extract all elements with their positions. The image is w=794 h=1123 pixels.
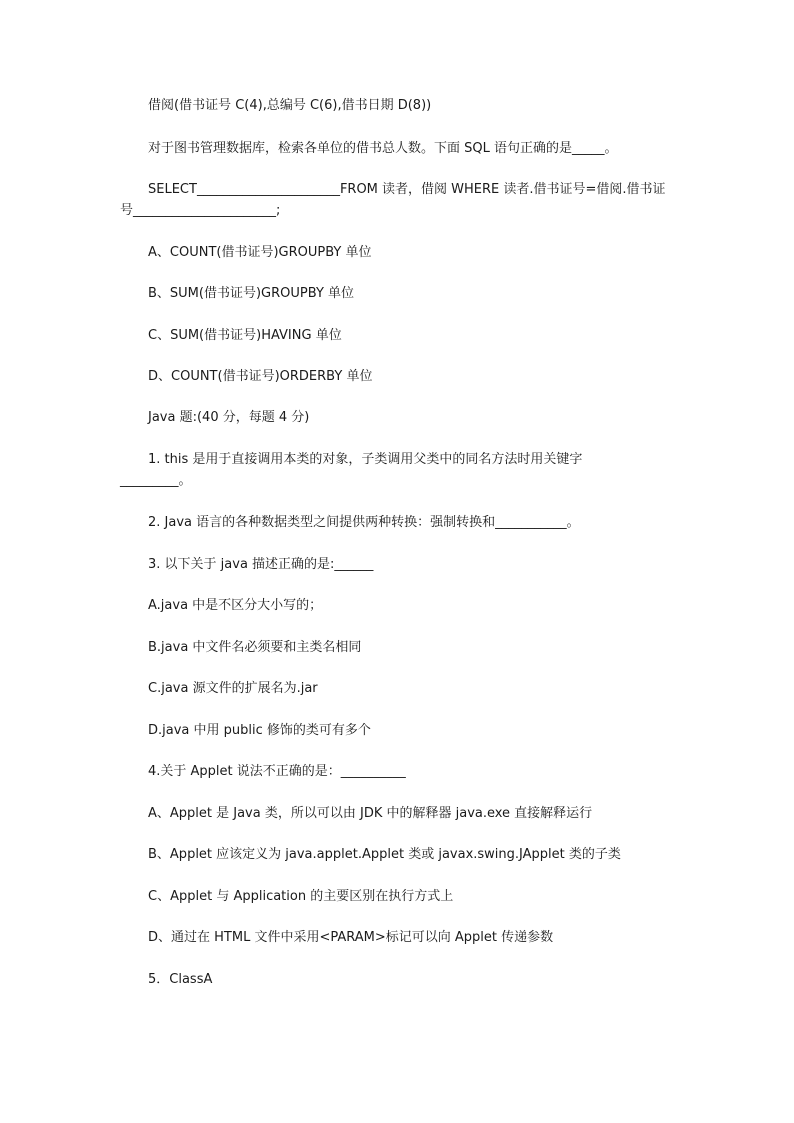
q4-option-a: A、Applet 是 Java 类，所以可以由 JDK 中的解释器 java.exe 直接解释运行 xyxy=(148,806,593,821)
question-1-continued: _________。 xyxy=(120,473,192,488)
question-4: 4.关于 Applet 说法不正确的是：__________ xyxy=(148,764,406,779)
question-2: 2. Java 语言的各种数据类型之间提供两种转换：强制转换和___________。 xyxy=(148,515,580,530)
question-1: 1. this 是用于直接调用本类的对象，子类调用父类中的同名方法时用关键字 xyxy=(148,452,583,467)
option-d: D、COUNT(借书证号)ORDERBY 单位 xyxy=(148,369,373,384)
question-5: 5．ClassA xyxy=(148,972,213,987)
option-c: C、SUM(借书证号)HAVING 单位 xyxy=(148,328,342,343)
q3-option-b: B.java 中文件名必须要和主类名相同 xyxy=(148,640,362,655)
option-b: B、SUM(借书证号)GROUPBY 单位 xyxy=(148,286,355,301)
sql-statement-continued: 号______________________; xyxy=(120,203,281,218)
sql-question: 对于图书管理数据库，检索各单位的借书总人数。下面 SQL 语句正确的是_____。 xyxy=(148,141,618,156)
q4-option-b: B、Applet 应该定义为 java.applet.Applet 类或 javax.swing.JApplet 类的子类 xyxy=(148,847,621,862)
q3-option-c: C.java 源文件的扩展名为.jar xyxy=(148,681,318,696)
q3-option-d: D.java 中用 public 修饰的类可有多个 xyxy=(148,723,371,738)
question-3: 3. 以下关于 java 描述正确的是:______ xyxy=(148,557,374,572)
q4-option-c: C、Applet 与 Application 的主要区别在执行方式上 xyxy=(148,889,454,904)
option-a: A、COUNT(借书证号)GROUPBY 单位 xyxy=(148,245,372,260)
q3-option-a: A.java 中是不区分大小写的； xyxy=(148,598,323,613)
q4-option-d: D、通过在 HTML 文件中采用<PARAM>标记可以向 Applet 传递参数 xyxy=(148,930,554,945)
section-heading: Java 题:(40 分，每题 4 分) xyxy=(148,410,310,425)
table-schema-line: 借阅(借书证号 C(4),总编号 C(6),借书日期 D(8)) xyxy=(148,98,432,113)
sql-statement: SELECT______________________FROM 读者，借阅 WHERE 读者.借书证号=借阅.借书证 xyxy=(148,182,666,197)
